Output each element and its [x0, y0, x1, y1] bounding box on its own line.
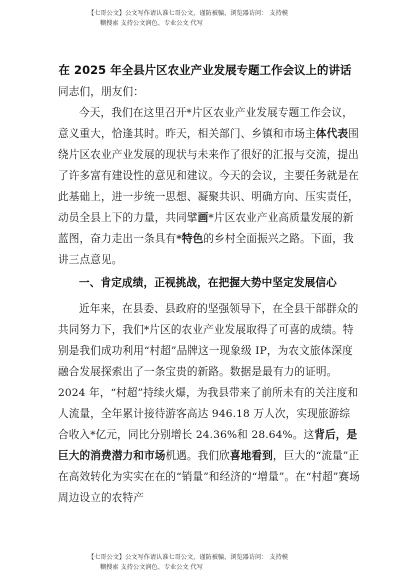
intro-text-f: *特色: [176, 233, 204, 245]
intro-text-d: 画: [197, 212, 209, 224]
header-line-2: 糊搜索 支持公文润色、专业公文 代写: [100, 20, 203, 27]
intro-text-g: 的乡村全面振兴之路。下面，我讲三点意见。: [58, 233, 354, 266]
header-line-1: 【七哥公文】公文写作请认准七哥公文，谨防被骗，浏览器访问： 支持模: [88, 10, 288, 17]
paragraph-achievements: [58, 299, 360, 509]
achievements-text-b: 背后，是巨大的消费潜力和市场: [58, 429, 358, 462]
section-heading-1: 一、肯定成绩，正视挑战，在把握大势中坚定发展信心: [79, 277, 337, 289]
intro-text-c: 围绕片区农业产业发展的现状与未来作了很好的汇报与交流，提出了许多富有建设性的意见和建议。今天的会议，主要任务就是在此基础上，进一步统一思想、凝聚共识、明确方向、压实责任，动员全县上下的力量，共同擘: [58, 128, 359, 224]
intro-text-b: 体代表: [315, 128, 349, 140]
achievements-text-a: 近年来，在县委、县政府的坚强领导下，在全县干部群众的共同努力下，我们*片区的农业产业发展取得了可喜的成绩。特别是我们成功利用“村超”品牌这一现象级 IP，为农文旅体深度融合发展探索出了一条宝贵的新路。数据是最有力的证明。2024 年，“村超”持续火爆，为我县带来了前所未有的关注度和人流量，全年累计接待游客高达 946.18 万人次，实现旅游综合收入*亿元，同比分别增长 24.36%和 28.64%。这: [58, 303, 359, 441]
document-body: [58, 82, 360, 509]
document-title: 在 2025 年全县片区农业产业发展专题工作会议上的讲话: [58, 63, 352, 77]
paragraph-intro: [58, 103, 360, 271]
page-header: [88, 9, 388, 29]
intro-text-e: *片区农业产业高质量发展的新蓝图，奋力走出一条具有: [58, 212, 354, 245]
achievements-text-c: 机遇。我们欣: [165, 450, 230, 462]
footer-line-1: 【七哥公文】公文写作请认准七哥公文，谨防被骗，浏览器访问： 支持模: [88, 554, 288, 561]
footer-line-2: 糊搜索 支持公文润色、专业公文 代写: [100, 564, 203, 571]
intro-text-a: 今天，我们在这里召开*片区农业产业发展专题工作会议，意义重大，恰逢其时。昨天，相关部门、乡镇和市场主: [58, 107, 354, 140]
achievements-text-e: ，巨大的“流量”正在高效转化为实实在在的“销量”和经济的“增量”。在“村超”赛场周边设立的农特产: [58, 450, 360, 504]
page-footer: [88, 553, 388, 573]
salutation: 同志们，朋友们：: [58, 86, 144, 98]
achievements-text-d: 喜地看到: [229, 450, 273, 462]
